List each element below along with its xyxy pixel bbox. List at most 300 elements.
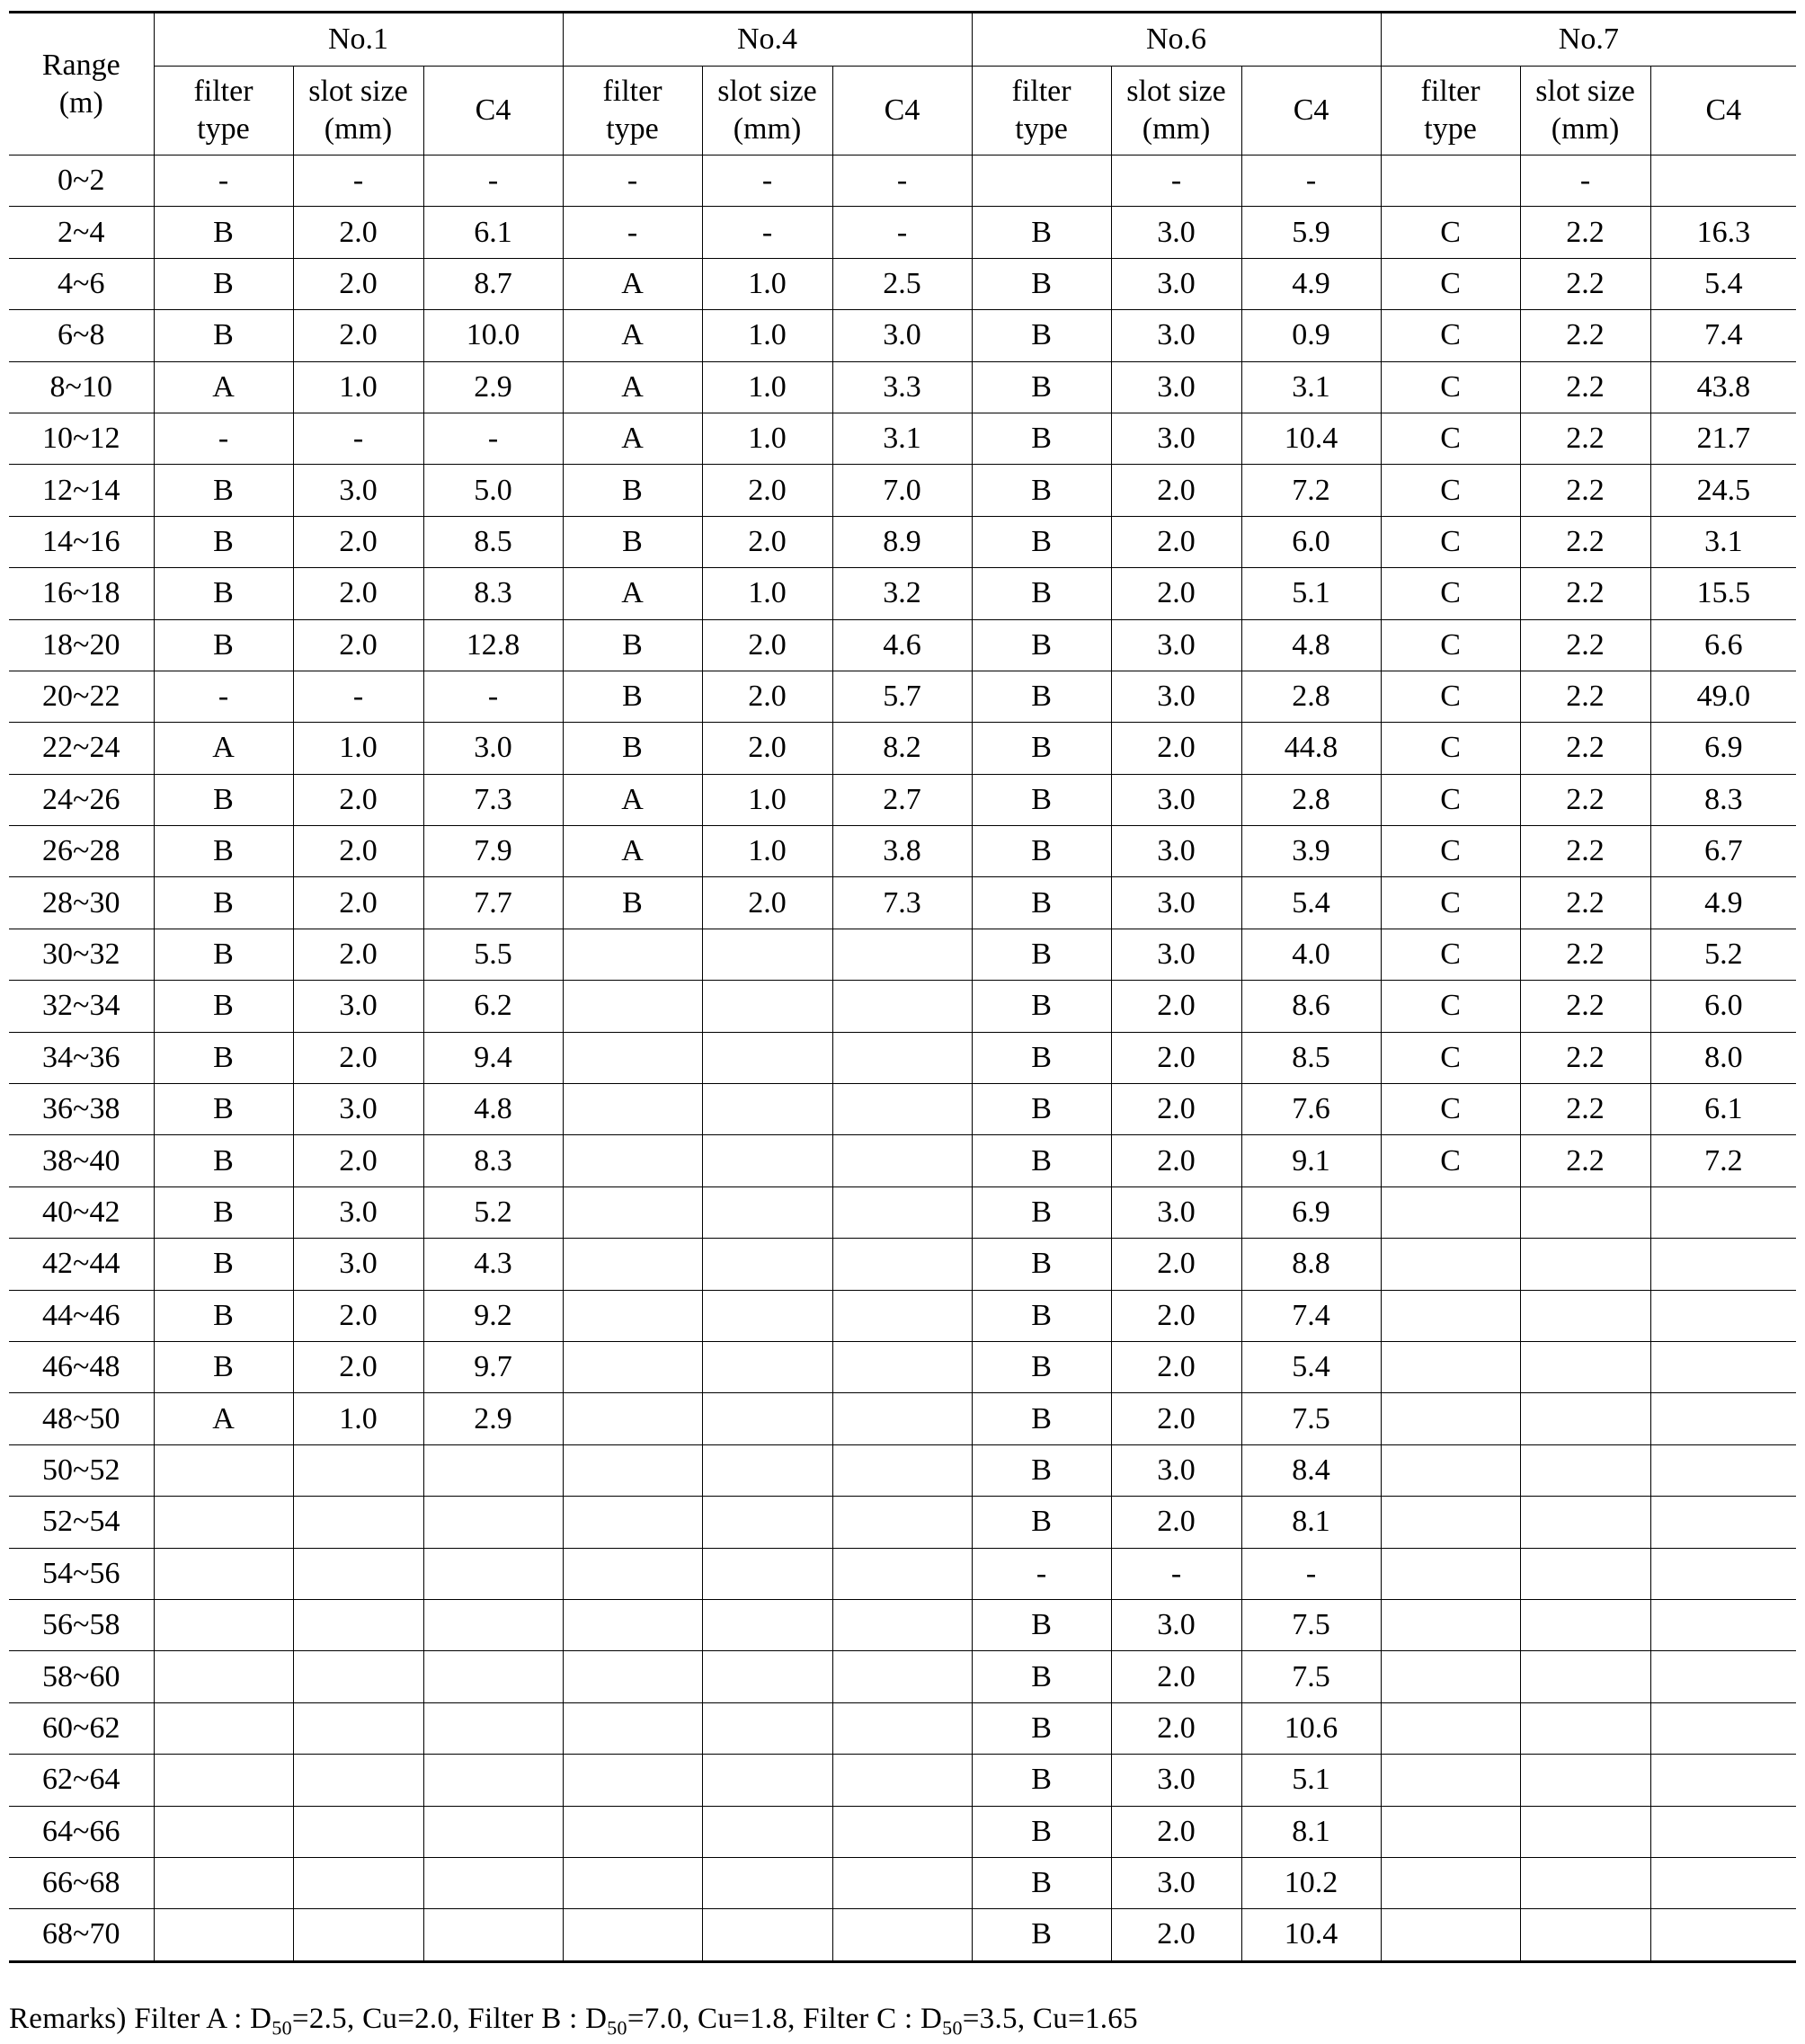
well-header: No.1 [154,13,563,67]
c4-cell: 3.1 [1241,361,1381,413]
filter-type-cell [154,1651,293,1702]
c4-cell: 7.5 [1241,1599,1381,1650]
filter-type-label-2: type [606,112,659,146]
c4-cell: 8.8 [1241,1239,1381,1290]
filter-type-cell [563,1032,702,1083]
filter-type-cell: B [972,413,1111,464]
c4-cell [832,1702,972,1754]
filter-type-cell: B [972,1393,1111,1444]
c4-cell: 7.2 [1241,465,1381,516]
slot-size-cell: 2.0 [293,619,423,671]
slot-size-cell: 2.2 [1520,723,1650,774]
c4-cell: 6.2 [423,981,563,1032]
c4-cell: - [423,156,563,207]
table-row [9,723,1796,774]
slot-size-cell: 3.0 [1111,1755,1241,1806]
filter-type-cell: B [563,516,702,567]
slot-size-cell [702,1032,832,1083]
slot-size-cell: 2.2 [1520,516,1650,567]
c4-cell [423,1497,563,1548]
slot-size-cell: 2.0 [293,1290,423,1341]
filter-b-label: Filter B : D [467,2003,608,2035]
range-cell: 62~64 [9,1755,154,1806]
c4-cell: 7.5 [1241,1651,1381,1702]
c4-cell [1650,1755,1796,1806]
filter-type-header [154,67,293,156]
filter-type-cell [154,1599,293,1650]
filter-type-cell: C [1381,361,1520,413]
c4-cell [423,1857,563,1908]
slot-size-cell: 3.0 [293,465,423,516]
filter-type-cell [154,1755,293,1806]
c4-cell: 5.1 [1241,1755,1381,1806]
c4-cell: 5.5 [423,929,563,980]
slot-size-cell [1520,1702,1650,1754]
filter-a-values: =2.5, Cu=2.0, [291,2003,460,2035]
slot-size-cell: 3.0 [1111,671,1241,722]
table-row [9,1444,1796,1496]
slot-size-cell: 1.0 [293,361,423,413]
c4-cell: 8.9 [832,516,972,567]
table-row [9,981,1796,1032]
c4-cell: 3.3 [832,361,972,413]
filter-type-cell: B [154,1135,293,1186]
filter-type-cell: C [1381,619,1520,671]
slot-size-cell [1520,1341,1650,1392]
slot-size-cell [702,1599,832,1650]
slot-size-label-1: slot size [1126,75,1226,108]
filter-type-cell: C [1381,877,1520,929]
slot-size-cell [1520,1290,1650,1341]
slot-size-cell: 3.0 [293,1239,423,1290]
filter-type-cell: B [972,619,1111,671]
filter-type-cell [563,929,702,980]
slot-size-cell: 2.0 [1111,1239,1241,1290]
filter-a-subscript: 50 [271,2016,292,2040]
slot-size-cell: 3.0 [1111,207,1241,258]
slot-size-cell [1520,1651,1650,1702]
filter-type-cell [154,1548,293,1599]
table-row [9,1135,1796,1186]
slot-size-cell: - [293,671,423,722]
filter-type-cell [563,1341,702,1392]
filter-type-cell: B [972,1806,1111,1857]
c4-cell [832,1548,972,1599]
table-row [9,1239,1796,1290]
range-cell: 50~52 [9,1444,154,1496]
filter-type-cell: B [972,1497,1111,1548]
filter-type-cell: A [563,774,702,825]
filter-type-cell: B [154,310,293,361]
filter-type-header [563,67,702,156]
c4-cell: 6.6 [1650,619,1796,671]
filter-type-cell: B [972,1909,1111,1961]
filter-type-cell: B [154,826,293,877]
remarks-prefix: Remarks) [9,2003,127,2035]
filter-type-cell: C [1381,981,1520,1032]
table-row [9,1341,1796,1392]
filter-type-cell: B [972,1135,1111,1186]
filter-type-cell [563,1548,702,1599]
c4-cell [423,1909,563,1961]
filter-type-cell: B [972,258,1111,309]
c4-cell: 4.8 [1241,619,1381,671]
filter-type-cell: B [563,671,702,722]
range-cell: 2~4 [9,207,154,258]
filter-type-label-1: filter [1420,75,1480,108]
slot-size-cell: 3.0 [1111,1444,1241,1496]
c4-cell [832,1135,972,1186]
c4-cell: - [832,207,972,258]
range-cell: 38~40 [9,1135,154,1186]
range-cell: 40~42 [9,1186,154,1238]
filter-type-cell: B [972,774,1111,825]
filter-type-cell: - [154,671,293,722]
c4-cell: 44.8 [1241,723,1381,774]
c4-cell [1650,1393,1796,1444]
slot-size-label-1: slot size [1535,75,1635,108]
c4-cell: 6.7 [1650,826,1796,877]
c4-cell: 2.8 [1241,671,1381,722]
table-row [9,361,1796,413]
c4-cell: 7.4 [1650,310,1796,361]
c4-cell: 3.9 [1241,826,1381,877]
slot-size-cell: 2.0 [293,1341,423,1392]
filter-type-cell [563,1084,702,1135]
filter-type-cell: B [154,877,293,929]
slot-size-cell: 3.0 [1111,877,1241,929]
slot-size-label-2: (mm) [1551,112,1620,146]
slot-size-cell: 2.0 [293,774,423,825]
table-row [9,465,1796,516]
well-header: No.6 [972,13,1381,67]
c4-header: C4 [1241,67,1381,156]
table-row [9,619,1796,671]
slot-size-cell [293,1444,423,1496]
filter-type-cell: C [1381,929,1520,980]
slot-size-cell [702,1084,832,1135]
slot-size-cell: 1.0 [702,361,832,413]
c4-cell [423,1702,563,1754]
c4-cell [832,1290,972,1341]
filter-type-cell: - [154,156,293,207]
filter-type-cell: A [563,826,702,877]
c4-cell [832,1341,972,1392]
filter-type-cell: B [972,568,1111,619]
range-cell: 36~38 [9,1084,154,1135]
c4-cell: 10.6 [1241,1702,1381,1754]
slot-size-cell: 1.0 [702,310,832,361]
table-row [9,774,1796,825]
c4-cell [1650,1702,1796,1754]
c4-cell: 9.1 [1241,1135,1381,1186]
slot-size-cell [702,1290,832,1341]
slot-size-cell: 3.0 [1111,619,1241,671]
filter-type-cell: C [1381,310,1520,361]
range-cell: 28~30 [9,877,154,929]
remarks-note [9,2003,1138,2040]
slot-size-header [1111,67,1241,156]
c4-cell [832,1806,972,1857]
range-cell: 6~8 [9,310,154,361]
slot-size-cell: 2.0 [293,1032,423,1083]
filter-type-cell [154,1444,293,1496]
filter-type-cell [154,1909,293,1961]
slot-size-cell: 2.2 [1520,619,1650,671]
c4-cell [832,1497,972,1548]
slot-size-cell [1520,1497,1650,1548]
slot-size-cell: 2.0 [702,619,832,671]
filter-type-cell [563,1135,702,1186]
c4-cell: 12.8 [423,619,563,671]
c4-cell [832,981,972,1032]
c4-cell: 2.8 [1241,774,1381,825]
table-row [9,1651,1796,1702]
slot-size-header [1520,67,1650,156]
slot-size-cell: - [1520,156,1650,207]
range-label: Range [41,48,120,82]
c4-cell: 21.7 [1650,413,1796,464]
range-unit: (m) [58,85,103,120]
table-row [9,1857,1796,1908]
filter-type-cell: C [1381,723,1520,774]
c4-cell: - [423,671,563,722]
filter-type-cell [1381,1548,1520,1599]
filter-type-label-2: type [1015,112,1068,146]
range-cell: 52~54 [9,1497,154,1548]
slot-size-cell: 2.0 [1111,1032,1241,1083]
slot-size-cell: 2.0 [1111,1909,1241,1961]
slot-size-cell [1520,1857,1650,1908]
slot-size-cell: 2.0 [293,1135,423,1186]
filter-type-cell: B [972,310,1111,361]
range-cell: 60~62 [9,1702,154,1754]
slot-size-cell: 2.2 [1520,465,1650,516]
c4-cell: 7.6 [1241,1084,1381,1135]
filter-type-cell: B [972,1857,1111,1908]
filter-type-cell: B [972,207,1111,258]
filter-type-cell [1381,1651,1520,1702]
range-cell: 26~28 [9,826,154,877]
c4-cell: 9.2 [423,1290,563,1341]
slot-size-cell: 2.2 [1520,877,1650,929]
c4-cell: 49.0 [1650,671,1796,722]
slot-size-cell: 3.0 [1111,1186,1241,1238]
table-row [9,1393,1796,1444]
slot-size-cell: 2.0 [1111,1084,1241,1135]
table-row [9,568,1796,619]
c4-cell: 7.3 [832,877,972,929]
slot-size-label-1: slot size [717,75,817,108]
range-cell: 30~32 [9,929,154,980]
slot-size-cell: 2.0 [293,516,423,567]
slot-size-cell: 3.0 [1111,310,1241,361]
slot-size-cell [1520,1909,1650,1961]
range-cell: 46~48 [9,1341,154,1392]
filter-type-cell: A [563,568,702,619]
filter-type-cell [563,1651,702,1702]
filter-type-label-1: filter [193,75,253,108]
filter-type-cell: B [154,1341,293,1392]
slot-size-cell: 2.2 [1520,258,1650,309]
c4-cell [423,1599,563,1650]
c4-cell [1650,1239,1796,1290]
slot-size-cell: 3.0 [1111,413,1241,464]
filter-type-cell [563,1857,702,1908]
slot-size-cell: 3.0 [1111,929,1241,980]
c4-cell: 6.0 [1241,516,1381,567]
filter-type-cell [563,1755,702,1806]
c4-cell [832,1186,972,1238]
slot-size-cell: 1.0 [702,774,832,825]
table-row [9,1497,1796,1548]
filter-c-values: =3.5, Cu=1.65 [962,2003,1138,2035]
filter-type-cell [154,1806,293,1857]
c4-cell: 8.1 [1241,1497,1381,1548]
c4-cell: 10.0 [423,310,563,361]
slot-size-cell [1520,1755,1650,1806]
c4-cell: 16.3 [1650,207,1796,258]
c4-cell [1650,1341,1796,1392]
table-row [9,877,1796,929]
c4-cell [1650,1444,1796,1496]
slot-size-cell: 2.0 [1111,516,1241,567]
well-header: No.4 [563,13,972,67]
filter-type-cell [1381,1290,1520,1341]
range-cell: 32~34 [9,981,154,1032]
filter-type-cell: B [563,619,702,671]
c4-cell: 5.1 [1241,568,1381,619]
c4-cell: 7.7 [423,877,563,929]
c4-cell [1650,1651,1796,1702]
filter-type-cell: A [563,413,702,464]
slot-size-cell: 2.0 [1111,1290,1241,1341]
filter-b-subscript: 50 [607,2016,627,2040]
slot-size-cell: 2.2 [1520,361,1650,413]
c4-cell: 8.1 [1241,1806,1381,1857]
c4-cell: 6.9 [1241,1186,1381,1238]
c4-cell: 2.7 [832,774,972,825]
c4-cell: 5.2 [1650,929,1796,980]
range-cell: 64~66 [9,1806,154,1857]
slot-size-cell [702,929,832,980]
slot-size-cell: 2.0 [1111,981,1241,1032]
c4-cell: 4.0 [1241,929,1381,980]
slot-size-cell: 1.0 [293,723,423,774]
slot-size-cell: 1.0 [702,568,832,619]
slot-size-cell [702,1702,832,1754]
c4-cell: 8.5 [423,516,563,567]
slot-size-cell: 2.0 [1111,568,1241,619]
slot-size-cell: 2.0 [1111,1651,1241,1702]
slot-size-label-1: slot size [308,75,408,108]
range-header [9,13,154,156]
c4-cell: 7.2 [1650,1135,1796,1186]
slot-size-cell: 2.0 [293,310,423,361]
c4-cell [832,1084,972,1135]
c4-cell [832,1909,972,1961]
filter-type-cell [563,1702,702,1754]
c4-cell: 4.9 [1241,258,1381,309]
c4-cell: 7.3 [423,774,563,825]
slot-size-cell [1520,1548,1650,1599]
c4-cell: 9.4 [423,1032,563,1083]
filter-b-values: =7.0, Cu=1.8, [627,2003,796,2035]
filter-type-cell [1381,1341,1520,1392]
slot-size-label-2: (mm) [733,112,802,146]
filter-type-label-2: type [1424,112,1477,146]
c4-cell: 24.5 [1650,465,1796,516]
filter-type-cell [1381,1806,1520,1857]
range-cell: 42~44 [9,1239,154,1290]
slot-size-cell: 3.0 [1111,1857,1241,1908]
slot-size-cell: 2.0 [1111,465,1241,516]
filter-type-cell [563,1290,702,1341]
slot-size-label-2: (mm) [324,112,393,146]
slot-size-cell [1520,1239,1650,1290]
c4-cell: 4.9 [1650,877,1796,929]
c4-cell: 9.7 [423,1341,563,1392]
slot-size-cell: 2.2 [1520,826,1650,877]
range-cell: 12~14 [9,465,154,516]
filter-type-cell: B [154,619,293,671]
range-cell: 14~16 [9,516,154,567]
c4-cell: 6.1 [1650,1084,1796,1135]
filter-type-cell: B [972,929,1111,980]
filter-type-cell: - [563,156,702,207]
c4-cell: - [1241,156,1381,207]
filter-type-cell: B [972,516,1111,567]
slot-size-cell [293,1909,423,1961]
c4-cell: 8.3 [423,568,563,619]
filter-type-cell [563,1444,702,1496]
slot-size-cell: 2.0 [1111,1497,1241,1548]
c4-cell [1650,1599,1796,1650]
c4-cell [832,1032,972,1083]
filter-type-cell: C [1381,516,1520,567]
slot-size-cell: - [702,156,832,207]
filter-type-cell [1381,1497,1520,1548]
range-cell: 8~10 [9,361,154,413]
c4-cell: 3.1 [1650,516,1796,567]
filter-type-cell: B [972,465,1111,516]
filter-type-cell [563,1497,702,1548]
c4-cell [832,929,972,980]
slot-size-cell: 2.0 [1111,1341,1241,1392]
table-row [9,1702,1796,1754]
slot-size-cell: 2.0 [293,826,423,877]
filter-type-cell: C [1381,1032,1520,1083]
filter-type-cell [563,1599,702,1650]
c4-cell: 3.2 [832,568,972,619]
c4-cell: 3.0 [423,723,563,774]
table-row [9,1084,1796,1135]
slot-size-cell [293,1755,423,1806]
slot-size-cell: 2.0 [1111,1702,1241,1754]
slot-size-label-2: (mm) [1142,112,1211,146]
c4-cell: 3.1 [832,413,972,464]
filter-type-cell: C [1381,207,1520,258]
c4-cell: 4.8 [423,1084,563,1135]
slot-size-cell: 2.2 [1520,413,1650,464]
table-row [9,671,1796,722]
slot-size-cell [293,1548,423,1599]
c4-cell: 10.2 [1241,1857,1381,1908]
range-cell: 24~26 [9,774,154,825]
slot-size-cell: - [1111,156,1241,207]
filter-type-cell: A [563,258,702,309]
c4-cell: 8.5 [1241,1032,1381,1083]
